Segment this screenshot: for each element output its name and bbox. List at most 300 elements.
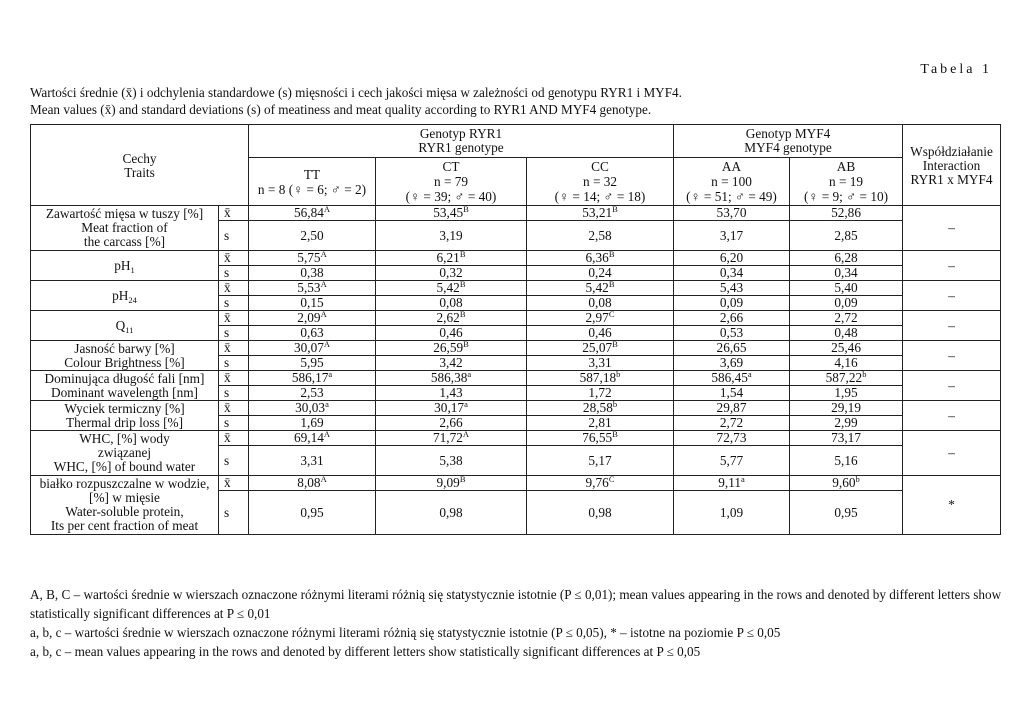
trait-label-line: $pH_1$ — [114, 257, 135, 275]
mean-value-cell — [790, 311, 903, 326]
sd-value: 0,34 — [834, 265, 858, 280]
significance-letter: A — [462, 429, 470, 439]
mean-value-cell — [249, 371, 376, 386]
significance-letter: a — [325, 399, 329, 409]
sd-value-cell — [376, 386, 527, 401]
header-traits-pl: Cechy — [122, 151, 157, 166]
sd-value: 3,17 — [719, 227, 744, 243]
mean-value: 26,65 — [716, 340, 747, 355]
sd-value-cell — [674, 266, 790, 281]
significance-letter: B — [459, 309, 466, 319]
mean-value-cell — [376, 251, 527, 266]
sd-value: 3,31 — [300, 452, 324, 468]
sd-value: 0,63 — [300, 325, 324, 340]
genotype-name: TT — [303, 166, 321, 182]
sd-value: 5,95 — [300, 355, 324, 370]
mean-value: 5,40 — [834, 280, 858, 295]
table-row — [31, 371, 1001, 386]
mean-value-cell — [527, 341, 674, 356]
mean-value: 29,19 — [831, 400, 861, 415]
sd-value: 0,09 — [719, 295, 744, 310]
trait-label-line: $pH_{24}$ — [112, 287, 137, 305]
sd-value-cell — [376, 416, 527, 431]
mean-value-cell — [674, 311, 790, 326]
mean-value-cell — [249, 401, 376, 416]
sd-value: 0,46 — [439, 325, 463, 340]
table-number: Tabela 1 — [920, 62, 992, 77]
significance-letter: C — [608, 474, 615, 484]
sd-value: 0,24 — [588, 265, 612, 280]
significance-letter: C — [608, 309, 615, 319]
trait-label — [31, 431, 219, 476]
footnote-2: a, b, c – wartości średnie w wierszach oznaczone różnymi literami różnią się statystycznie istotnie (P ≤ 0,05), * – istotne na poziomie P ≤ 0,05 — [30, 625, 781, 640]
genotype-count: n = 32 — [582, 174, 618, 189]
mean-value: 76,55 — [582, 430, 613, 445]
significance-letter: B — [463, 204, 469, 214]
mean-value-cell — [790, 341, 903, 356]
mean-value-cell — [674, 341, 790, 356]
sd-value-cell — [790, 296, 903, 311]
mean-value-cell — [527, 281, 674, 296]
caption-english: Mean values (x̄) and standard deviations (s) of meatiness and meat quality according to RYR1 AND MYF4 genotype. — [30, 102, 652, 117]
trait-label — [31, 251, 219, 281]
table-row — [31, 281, 1001, 296]
header-interaction-pl: Współdziałanie — [910, 144, 993, 159]
sd-value: 1,54 — [719, 385, 744, 400]
sd-value: 3,69 — [719, 355, 744, 370]
sd-value-cell — [527, 386, 674, 401]
sd-value-cell — [674, 416, 790, 431]
sd-value: 1,95 — [834, 385, 858, 400]
sd-value: 0,48 — [834, 325, 858, 340]
trait-label — [31, 206, 219, 251]
significance-letter: a — [741, 474, 745, 484]
genotype-name: AB — [836, 159, 856, 174]
sd-value: 0,53 — [719, 325, 744, 340]
mean-value-cell — [790, 431, 903, 446]
stat-sd-label: s — [219, 221, 249, 251]
significance-letter: B — [608, 249, 615, 259]
sd-value: 2,85 — [834, 227, 858, 243]
mean-value: 29,87 — [716, 400, 747, 415]
significance-letter: B — [612, 204, 618, 214]
sd-value-cell — [249, 296, 376, 311]
stat-mean-label: x̄ — [219, 401, 249, 416]
sd-value: 2,99 — [834, 415, 858, 430]
mean-value-cell — [674, 251, 790, 266]
header-myf4 — [674, 125, 903, 158]
mean-value: 9,60 — [832, 475, 856, 490]
mean-value: 586,38 — [430, 370, 468, 385]
mean-value-cell — [527, 431, 674, 446]
mean-value: 2,97 — [585, 310, 609, 325]
sd-value-cell — [527, 296, 674, 311]
sd-value: 0,32 — [439, 265, 463, 280]
sd-value: 2,66 — [439, 415, 463, 430]
mean-value: 586,45 — [711, 370, 748, 385]
sd-value: 2,58 — [588, 227, 612, 243]
trait-label-line: Dominant wavelength [nm] — [51, 384, 198, 400]
interaction-cell: – — [903, 251, 1001, 281]
sd-value: 0,09 — [834, 295, 858, 310]
sd-value-cell — [674, 326, 790, 341]
sd-value: 5,16 — [834, 452, 858, 468]
mean-value: 26,59 — [433, 340, 464, 355]
stat-mean-label: x̄ — [219, 371, 249, 386]
mean-value-cell — [527, 251, 674, 266]
sd-value-cell — [376, 326, 527, 341]
mean-value: 30,03 — [295, 400, 326, 415]
mean-value-cell — [249, 431, 376, 446]
interaction-cell: – — [903, 401, 1001, 431]
mean-value: 30,17 — [434, 400, 465, 415]
mean-value: 2,62 — [436, 310, 460, 325]
mean-value: 6,28 — [834, 250, 858, 265]
mean-value-cell — [527, 311, 674, 326]
header-ryr1-en: RYR1 genotype — [418, 140, 504, 155]
stat-sd-label: s — [219, 266, 249, 281]
sd-value: 4,16 — [834, 355, 858, 370]
sd-value-cell — [790, 386, 903, 401]
sd-value-cell — [527, 221, 674, 251]
interaction-cell: * — [903, 476, 1001, 535]
sd-value-cell — [790, 491, 903, 535]
trait-label-line: WHC, [%] wody — [79, 431, 170, 446]
sd-value-cell — [674, 296, 790, 311]
significance-letter: a — [464, 399, 468, 409]
stat-mean-label: x̄ — [219, 341, 249, 356]
genotype-name: CC — [591, 159, 609, 174]
sd-value: 2,50 — [300, 227, 324, 243]
header-genotype-0 — [249, 158, 376, 206]
trait-label — [31, 311, 219, 341]
mean-value: 69,14 — [293, 430, 324, 445]
sd-value: 2,53 — [300, 385, 324, 400]
sd-value-cell — [790, 221, 903, 251]
mean-value: 2,66 — [719, 310, 744, 325]
stat-sd-label: s — [219, 326, 249, 341]
mean-value-cell — [674, 206, 790, 221]
mean-value-cell — [249, 311, 376, 326]
sd-value: 0,08 — [439, 295, 463, 310]
sd-value: 0,98 — [439, 504, 463, 520]
mean-value: 2,72 — [834, 310, 858, 325]
mean-value-cell — [674, 281, 790, 296]
mean-value-cell — [376, 206, 527, 221]
footnotes — [30, 585, 1005, 661]
sd-value: 3,19 — [439, 227, 463, 243]
mean-value-cell — [376, 476, 527, 491]
trait-label — [31, 401, 219, 431]
interaction-cell: – — [903, 371, 1001, 401]
trait-label — [31, 341, 219, 371]
mean-value-cell — [674, 371, 790, 386]
mean-value: 53,70 — [716, 205, 747, 220]
header-genotype-2 — [527, 158, 674, 206]
mean-value-cell — [674, 431, 790, 446]
stat-sd-label: s — [219, 446, 249, 476]
sd-value-cell — [249, 326, 376, 341]
sd-value-cell — [674, 386, 790, 401]
significance-letter: B — [612, 429, 618, 439]
mean-value-cell — [376, 281, 527, 296]
mean-value: 71,72 — [432, 430, 463, 445]
mean-value-cell — [376, 311, 527, 326]
mean-value-cell — [527, 206, 674, 221]
mean-value-cell — [376, 431, 527, 446]
header-myf4-en: MYF4 genotype — [744, 140, 832, 155]
sd-value: 2,72 — [719, 415, 744, 430]
sd-value-cell — [527, 416, 674, 431]
genotype-name: CT — [442, 159, 460, 174]
header-interaction-term: RYR1 x MYF4 — [910, 172, 993, 187]
trait-label-line: Thermal drip loss [%] — [65, 414, 184, 430]
mean-value: 30,07 — [293, 340, 324, 355]
trait-label-line: związanej — [97, 445, 152, 460]
sd-value-cell — [674, 491, 790, 535]
mean-value-cell — [249, 341, 376, 356]
mean-value-cell — [249, 251, 376, 266]
sd-value: 5,77 — [719, 452, 744, 468]
trait-label-line: Colour Brightness [%] — [64, 354, 185, 370]
sd-value: 1,43 — [439, 385, 463, 400]
header-traits — [31, 125, 249, 206]
sd-value-cell — [376, 491, 527, 535]
mean-value-cell — [376, 371, 527, 386]
sd-value: 0,08 — [588, 295, 612, 310]
sd-value-cell — [790, 446, 903, 476]
sd-value-cell — [376, 296, 527, 311]
genotype-count: n = 100 — [711, 174, 752, 189]
table-caption — [30, 84, 682, 118]
table-row — [31, 311, 1001, 326]
genotype-count: n = 79 — [433, 174, 469, 189]
sd-value-cell — [674, 446, 790, 476]
sd-value-cell — [527, 266, 674, 281]
results-table — [30, 124, 1001, 535]
sd-value-cell — [249, 446, 376, 476]
sd-value-cell — [249, 356, 376, 371]
mean-value: 25,07 — [582, 340, 613, 355]
table-row — [31, 251, 1001, 266]
footnote-1: A, B, C – wartości średnie w wierszach oznaczone różnymi literami różnią się statystycznie istotnie (P ≤ 0,01); mean values appearing in the rows and denoted by different letters show statistically significant differences at P ≤ 0,01 — [30, 587, 1002, 621]
significance-letter: a — [747, 369, 752, 379]
header-genotype-3 — [674, 158, 790, 206]
significance-letter: a — [328, 369, 333, 379]
significance-letter: A — [323, 339, 331, 349]
footnote-3: a, b, c – mean values appearing in the rows and denoted by different letters show statistically significant differences at P ≤ 0,05 — [30, 644, 701, 659]
sd-value-cell — [376, 446, 527, 476]
mean-value-cell — [674, 476, 790, 491]
trait-label-line: białko rozpuszczalne w wodzie, — [39, 476, 210, 491]
significance-letter: b — [612, 399, 618, 409]
sd-value: 2,81 — [588, 415, 612, 430]
mean-value: 52,86 — [831, 205, 861, 220]
genotype-sex-split: (♀ = 39; ♂ = 40) — [405, 189, 497, 204]
mean-value-cell — [527, 371, 674, 386]
mean-value: 56,84 — [293, 205, 324, 220]
interaction-cell: – — [903, 431, 1001, 476]
sd-value-cell — [790, 356, 903, 371]
mean-value: 9,09 — [436, 475, 460, 490]
trait-label-line: $Q_{11}$ — [115, 317, 134, 335]
sd-value: 0,95 — [834, 504, 858, 520]
mean-value: 53,45 — [433, 205, 464, 220]
mean-value-cell — [249, 206, 376, 221]
mean-value: 6,20 — [719, 250, 744, 265]
stat-mean-label: x̄ — [219, 431, 249, 446]
stat-sd-label: s — [219, 386, 249, 401]
stat-sd-label: s — [219, 491, 249, 535]
trait-label — [31, 371, 219, 401]
sd-value-cell — [249, 221, 376, 251]
significance-letter: b — [616, 369, 621, 379]
trait-subscript: 1 — [130, 264, 135, 275]
mean-value-cell — [376, 341, 527, 356]
sd-value-cell — [674, 356, 790, 371]
header-genotype-4 — [790, 158, 903, 206]
header-myf4-pl: Genotyp MYF4 — [745, 126, 831, 141]
table-row — [31, 401, 1001, 416]
significance-letter: B — [459, 249, 466, 259]
significance-letter: b — [862, 369, 867, 379]
trait-label — [31, 281, 219, 311]
mean-value-cell — [790, 401, 903, 416]
mean-value: 25,46 — [831, 340, 861, 355]
significance-letter: b — [855, 474, 860, 484]
trait-subscript: 24 — [128, 294, 137, 305]
stat-sd-label: s — [219, 416, 249, 431]
header-row-genotype-groups — [31, 125, 1001, 158]
trait-label-line: Meat fraction of — [81, 220, 168, 235]
trait-subscript: 11 — [125, 324, 134, 335]
mean-value-cell — [249, 281, 376, 296]
significance-letter: A — [320, 249, 327, 259]
table-row — [31, 341, 1001, 356]
mean-value: 9,11 — [718, 475, 742, 490]
header-genotype-1 — [376, 158, 527, 206]
significance-letter: a — [467, 369, 472, 379]
significance-letter: A — [320, 279, 327, 289]
sd-value-cell — [674, 221, 790, 251]
mean-value-cell — [790, 371, 903, 386]
trait-label-line: Its per cent fraction of meat — [50, 518, 199, 533]
sd-value: 3,31 — [588, 355, 612, 370]
trait-label-line: Dominująca długość fali [nm] — [44, 370, 205, 386]
mean-value: 6,21 — [436, 250, 460, 265]
significance-letter: A — [320, 309, 327, 319]
significance-letter: B — [612, 339, 618, 349]
mean-value-cell — [527, 401, 674, 416]
sd-value: 0,46 — [588, 325, 612, 340]
mean-value-cell — [249, 476, 376, 491]
trait-label-line: Water-soluble protein, — [65, 504, 184, 519]
trait-label-line: Wyciek termiczny [%] — [64, 400, 185, 416]
mean-value: 2,09 — [297, 310, 321, 325]
interaction-cell: – — [903, 206, 1001, 251]
sd-value: 5,38 — [439, 452, 463, 468]
significance-letter: B — [608, 279, 615, 289]
header-interaction-en: Interaction — [922, 158, 981, 173]
mean-value: 5,75 — [297, 250, 321, 265]
mean-value: 5,42 — [585, 280, 609, 295]
mean-value: 5,53 — [297, 280, 321, 295]
table-row — [31, 431, 1001, 446]
sd-value-cell — [790, 416, 903, 431]
header-traits-en: Traits — [124, 165, 155, 180]
trait-label-line: [%] w mięsie — [89, 490, 160, 505]
genotype-sex-split: (♀ = 9; ♂ = 10) — [803, 189, 889, 204]
interaction-cell: – — [903, 341, 1001, 371]
sd-value: 1,09 — [719, 504, 744, 520]
stat-mean-label: x̄ — [219, 281, 249, 296]
trait-label-line: Zawartość mięsa w tuszy [%] — [45, 206, 204, 221]
interaction-cell: – — [903, 281, 1001, 311]
mean-value: 587,18 — [579, 370, 617, 385]
mean-value: 73,17 — [831, 430, 861, 445]
genotype-sex-split: (♀ = 14; ♂ = 18) — [554, 189, 646, 204]
mean-value: 9,76 — [585, 475, 609, 490]
sd-value: 0,15 — [300, 295, 324, 310]
mean-value: 587,22 — [825, 370, 863, 385]
interaction-cell: – — [903, 311, 1001, 341]
sd-value-cell — [790, 326, 903, 341]
genotype-count: n = 8 (♀ = 6; ♂ = 2) — [257, 181, 367, 197]
stat-sd-label: s — [219, 356, 249, 371]
sd-value: 1,72 — [588, 385, 612, 400]
sd-value: 1,69 — [300, 415, 324, 430]
sd-value: 0,34 — [719, 265, 744, 280]
significance-letter: A — [323, 204, 331, 214]
mean-value: 5,42 — [436, 280, 460, 295]
table-row — [31, 476, 1001, 491]
mean-value: 586,17 — [291, 370, 329, 385]
sd-value-cell — [376, 266, 527, 281]
header-interaction — [903, 125, 1001, 206]
sd-value-cell — [376, 356, 527, 371]
significance-letter: B — [463, 339, 469, 349]
stat-sd-label: s — [219, 296, 249, 311]
mean-value-cell — [790, 281, 903, 296]
mean-value: 28,58 — [582, 400, 613, 415]
mean-value-cell — [790, 251, 903, 266]
sd-value-cell — [376, 221, 527, 251]
trait-label-line: the carcass [%] — [83, 234, 166, 249]
trait-label — [31, 476, 219, 535]
table-row — [31, 206, 1001, 221]
sd-value-cell — [527, 356, 674, 371]
trait-label-line: WHC, [%] of bound water — [53, 459, 196, 474]
mean-value: 8,08 — [297, 475, 321, 490]
stat-mean-label: x̄ — [219, 251, 249, 266]
sd-value-cell — [249, 386, 376, 401]
stat-mean-label: x̄ — [219, 476, 249, 491]
mean-value-cell — [376, 401, 527, 416]
mean-value-cell — [527, 476, 674, 491]
mean-value-cell — [674, 401, 790, 416]
sd-value: 0,98 — [588, 504, 612, 520]
mean-value: 53,21 — [582, 205, 613, 220]
header-ryr1-pl: Genotyp RYR1 — [419, 126, 503, 141]
mean-value: 5,43 — [719, 280, 744, 295]
caption-polish: Wartości średnie (x̄) i odchylenia standardowe (s) mięsności i cech jakości mięsa w zależności od genotypu RYR1 i MYF4. — [30, 85, 682, 100]
sd-value-cell — [249, 491, 376, 535]
mean-value: 72,73 — [716, 430, 747, 445]
sd-value-cell — [790, 266, 903, 281]
sd-value-cell — [249, 416, 376, 431]
sd-value: 5,17 — [588, 452, 612, 468]
sd-value-cell — [527, 491, 674, 535]
